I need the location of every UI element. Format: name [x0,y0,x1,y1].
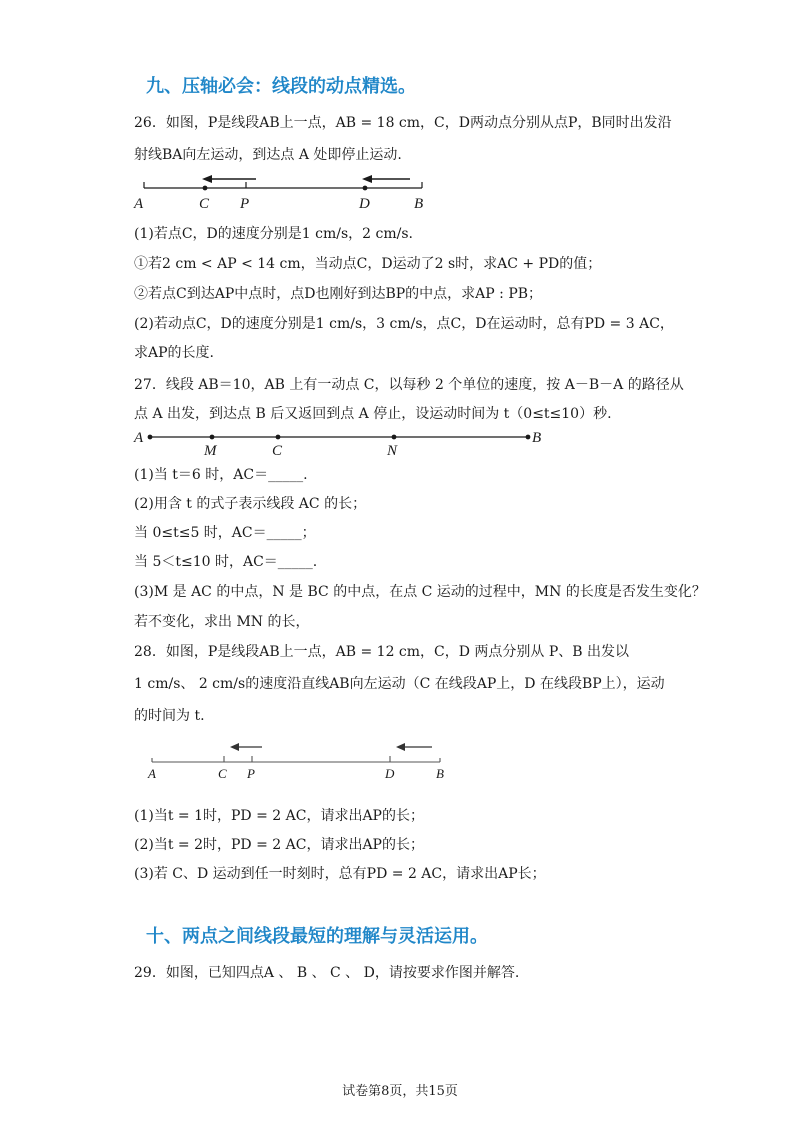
q28-label-p: P [247,766,255,781]
q27-line-2: 点 A 出发，到达点 B 后又返回到点 A 停止，设运动时间为 t（0≤t≤10）秒. [134,406,612,422]
q26-line-2: 射线BA向左运动，到达点 A 处即停止运动. [134,147,402,163]
q26-label-b: B [414,196,424,212]
q26-label-a: A [134,196,144,212]
q27-line-4: (2)用含 t 的式子表示线段 AC 的长； [134,496,367,512]
q27-label-a: A [134,430,144,446]
q26-line-6: (2)若动点C，D的速度分别是1 cm/s，3 cm/s，点C，D在运动时，总有PD = 3 AC， [134,316,674,332]
q27-label-b: B [532,430,542,446]
q26-line-3: (1)若点C，D的速度分别是1 cm/s，2 cm/s. [134,226,413,242]
q26-line-7: 求AP的长度. [134,345,214,361]
q27-line-7: (3)M 是 AC 的中点，N 是 BC 的中点，在点 C 运动的过程中，MN 的长度是否发生变化？ [134,584,706,600]
q27-figure [130,426,550,458]
q28-line-2: 1 cm/s、 2 cm/s的速度沿直线AB向左运动（C 在线段AP上，D 在线段BP上），运动 [134,676,665,692]
q27-line-1: 27．线段 AB＝10，AB 上有一动点 C，以每秒 2 个单位的速度，按 A－B－A 的路径从 [134,377,684,393]
section-10-title: 十、两点之间线段最短的理解与灵活运用。 [146,926,488,947]
q27-line-8: 若不变化，求出 MN 的长， [134,614,310,630]
q28-label-d: D [385,766,395,781]
q28-line-5: (2)当t = 2时，PD = 2 AC，请求出AP的长； [134,837,424,853]
q28-line-6: (3)若 C、D 运动到任一时刻时，总有PD = 2 AC，请求出AP长； [134,866,546,882]
q28-line-3: 的时间为 t. [134,708,205,724]
q28-figure [140,738,460,782]
q27-label-m: M [204,443,217,459]
q27-line-3: (1)当 t＝6 时，AC＝_____. [134,467,308,483]
q27-label-n: N [387,443,398,459]
q26-label-c: C [199,196,210,212]
q26-line-1: 26．如图，P是线段AB上一点，AB = 18 cm，C，D两动点分别从点P，B同时出发沿 [134,115,672,131]
q28-label-b: B [436,766,444,781]
q26-figure [130,170,440,215]
q26-line-5: ②若点C到达AP中点时，点D也刚好到达BP的中点，求AP : PB； [134,286,543,302]
q26-label-p: P [240,196,250,212]
q29-line-1: 29．如图，已知四点A 、 B 、 C 、 D，请按要求作图并解答. [134,965,520,981]
page-footer: 试卷第8页，共15页 [342,1084,458,1099]
q28-line-1: 28．如图，P是线段AB上一点，AB = 12 cm，C，D 两点分别从 P、B 出发以 [134,644,630,660]
q27-line-6: 当 5＜t≤10 时，AC＝_____. [134,554,318,570]
q26-line-4: ①若2 cm < AP < 14 cm，当动点C，D运动了2 s时，求AC + PD的值； [134,256,602,272]
q26-label-d: D [359,196,370,212]
q28-label-c: C [218,766,227,781]
q27-label-c: C [272,443,283,459]
q28-line-4: (1)当t = 1时，PD = 2 AC，请求出AP的长； [134,808,424,824]
q28-label-a: A [148,766,156,781]
section-9-title: 九、压轴必会：线段的动点精选。 [146,76,416,97]
q27-line-5: 当 0≤t≤5 时，AC＝_____； [134,525,316,541]
